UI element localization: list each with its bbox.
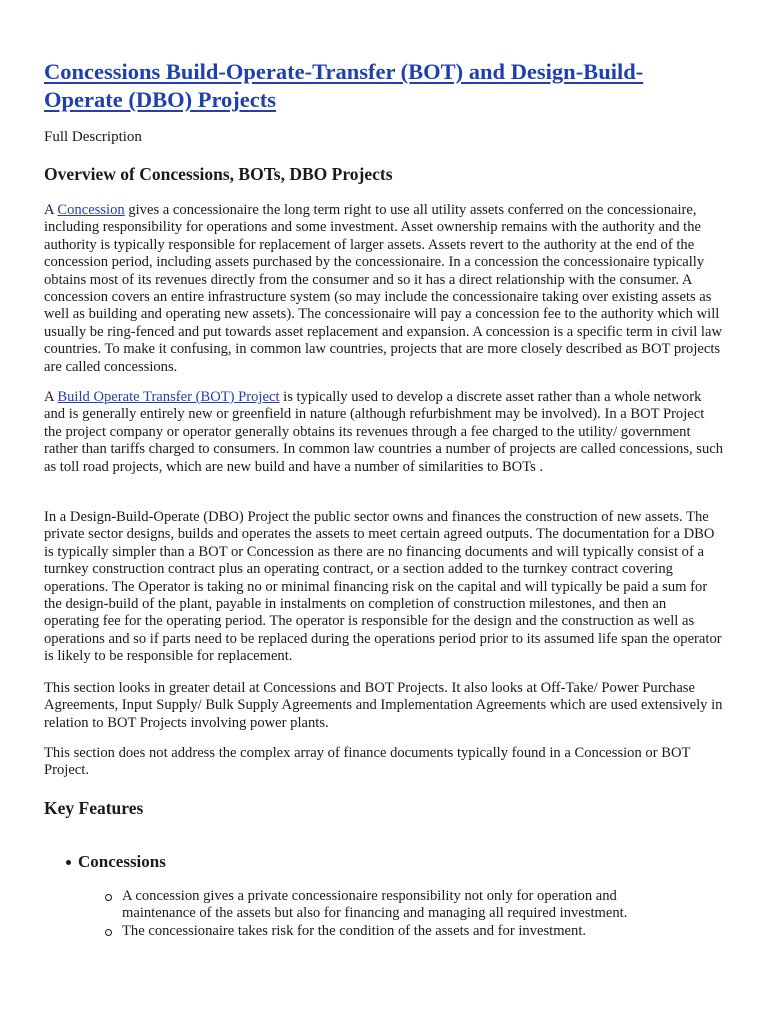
p2-text: is typically used to develop a discrete asset rather than a whole network and is generally entirely new or greenfield in nature (although refurbishment may be involved). In a BOT Project the project company or operator generally obtains its revenues through a fee charged to the utility/ government rather than tariffs charged to consumers. In common law countries a number of projects are called concessions, such as toll road projects, which are new build and have a number of similarities to BOTs . <box>44 389 724 475</box>
p1-prefix: A <box>44 202 58 218</box>
p2-prefix: A <box>44 389 58 405</box>
title-link[interactable]: Concessions Build-Operate-Transfer (BOT) and Design-Build-Operate (DBO) Projects <box>44 59 644 112</box>
sub-item-text: A concession gives a private concessionaire responsibility not only for operation and maintenance of the assets but also for financing and managing all required investment. <box>122 888 628 922</box>
sub-item-text: The concessionaire takes risk for the condition of the assets and for investment. <box>122 922 587 939</box>
list-item <box>105 923 665 940</box>
list-item <box>105 888 665 923</box>
p1-text: gives a concessionaire the long term right to use all utility assets conferred on the concessionaire, including responsibility for operations and some investment. Asset ownership remains with the authority and the authority is typically responsible for replacement of larger assets. Assets revert to the authority at the end of the concession period, including assets purchased by the concessionaire. In a concession the concessionaire typically obtains most of its revenues directly from the consumer and so it has a direct relationship with the consumer. A concession covers an entire infrastructure system (so may include the concessionaire taking over existing assets as well as building and operating new assets). The concessionaire will pay a concession fee to the authority which will usually be ring-fenced and put towards asset replacement and expansion. A concession is a specific term in civil law countries. To make it confusing, in common law countries, projects that are more closely described as BOT projects are called concessions. <box>44 202 722 375</box>
paragraph-dbo: In a Design-Build-Operate (DBO) Project the public sector owns and finances the construction of new assets. The private sector designs, builds and operates the assets to meet certain agreed outputs. The documentation for a DBO is typically simpler than a BOT or Concession as there are no financing documents and will typically consist of a turnkey construction contract plus an operating contract, or a section added to the turnkey contract covering operations. The Operator is taking no or minimal financing risk on the capital and will typically be paid a sum for the design-build of the plant, payable in instalments on completion of construction milestones, and then an operating fee for the operating period. The operator is responsible for the design and the construction as well as operations and so if parts need to be replaced during the operations period prior to its assumed life span the operator is likely to be responsible for replacement. <box>44 509 722 665</box>
full-description-label: Full Description <box>44 129 142 145</box>
paragraph-concession <box>44 202 724 376</box>
concession-link[interactable]: Concession <box>57 202 125 218</box>
circle-bullet-icon <box>105 929 112 936</box>
paragraph-bot <box>44 389 724 476</box>
paragraph-section-scope: This section looks in greater detail at Concessions and BOT Projects. It also looks at Off-Take/ Power Purchase Agreements, Input Supply/ Bulk Supply Agreements and Implementation Agreements which are used extensively in relation to BOT Projects involving power plants. <box>44 680 723 731</box>
bot-project-link[interactable]: Build Operate Transfer (BOT) Project <box>57 389 280 405</box>
overview-heading: Overview of Concessions, BOTs, DBO Projects <box>44 164 393 184</box>
page-title <box>44 58 684 114</box>
key-features-heading: Key Features <box>44 798 144 818</box>
bullet-dot-icon <box>66 860 71 865</box>
circle-bullet-icon <box>105 894 112 901</box>
paragraph-section-exclusion: This section does not address the complex array of finance documents typically found in a Concession or BOT Project. <box>44 745 691 779</box>
bullet-concessions-label: Concessions <box>78 852 166 871</box>
bullet-concessions <box>66 852 166 872</box>
concessions-sublist <box>105 888 665 940</box>
